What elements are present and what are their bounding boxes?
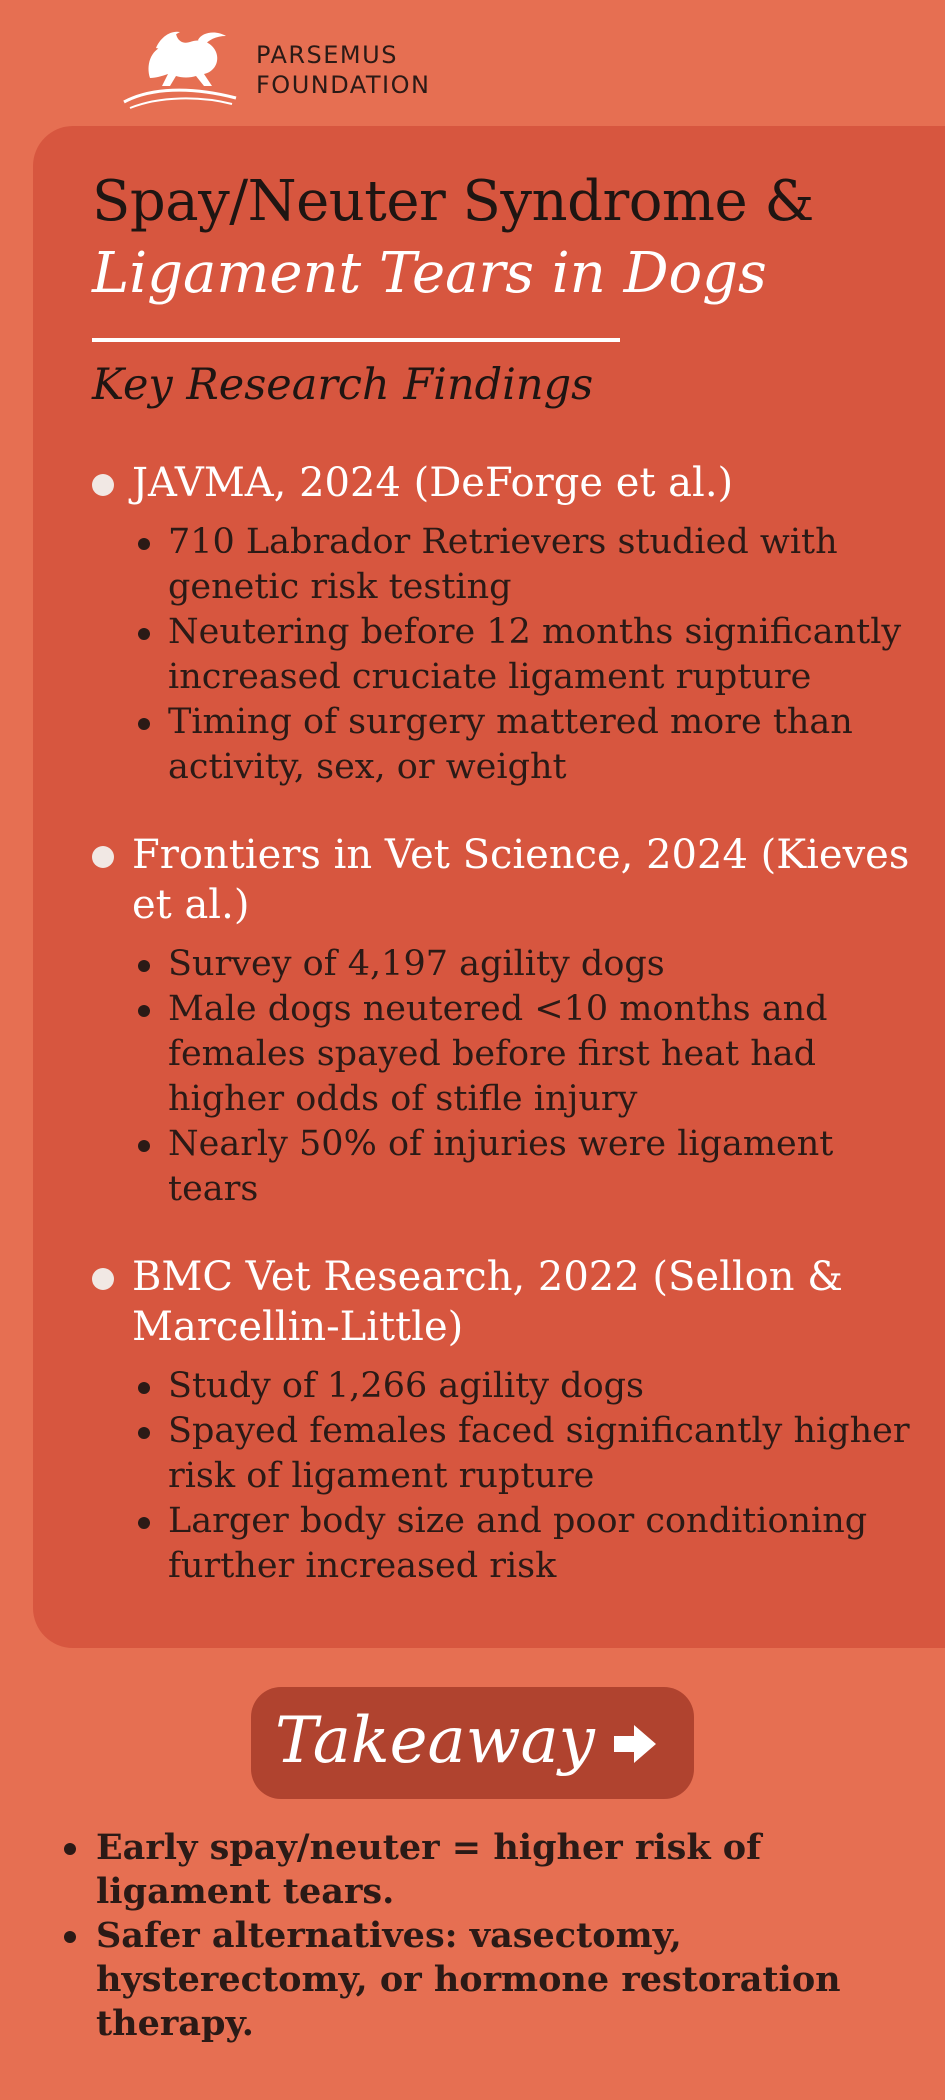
takeaway-summary-list — [62, 1826, 912, 2046]
finding-text: Nearly 50% of injuries were ligament tears — [168, 1124, 834, 1209]
bullet-icon — [138, 1382, 150, 1394]
finding-text: Timing of surgery mattered more than activity, sex, or weight — [168, 702, 853, 787]
finding-item — [134, 700, 912, 790]
section-subtitle: Key Research Findings — [92, 360, 594, 410]
study-heading — [92, 830, 912, 930]
page-title — [92, 166, 912, 310]
bullet-icon — [64, 1931, 76, 1943]
logo-text — [256, 40, 430, 100]
title-line-2: Ligament Tears in Dogs — [92, 241, 767, 306]
finding-item — [134, 1499, 912, 1589]
finding-text: Spayed females faced significantly higher risk of ligament rupture — [168, 1411, 910, 1496]
study-heading-text: JAVMA, 2024 (DeForge et al.) — [132, 460, 734, 506]
finding-item — [134, 610, 912, 700]
summary-text: Early spay/neuter = higher risk of ligament tears. — [96, 1827, 762, 1912]
summary-item — [62, 1914, 912, 2046]
finding-text: 710 Labrador Retrievers studied with genetic risk testing — [168, 522, 838, 607]
title-divider — [92, 338, 620, 342]
study-bullet-icon — [92, 474, 114, 496]
study-findings-list — [92, 1364, 912, 1589]
takeaway-label: Takeaway — [275, 1704, 595, 1778]
title-line-1: Spay/Neuter Syndrome & — [92, 169, 814, 234]
study-heading — [92, 458, 912, 508]
pegasus-icon — [120, 28, 240, 112]
finding-text: Study of 1,266 agility dogs — [168, 1366, 645, 1406]
arrow-right-icon — [612, 1723, 658, 1765]
bullet-icon — [138, 1005, 150, 1017]
finding-item — [134, 1122, 912, 1212]
study-item — [92, 1252, 912, 1589]
finding-text: Larger body size and poor conditioning further increased risk — [168, 1501, 868, 1586]
study-item — [92, 458, 912, 790]
study-findings-list — [92, 942, 912, 1212]
study-item — [92, 830, 912, 1212]
study-heading-text: Frontiers in Vet Science, 2024 (Kieves et al.) — [132, 832, 910, 928]
study-findings-list — [92, 520, 912, 790]
bullet-icon — [138, 538, 150, 550]
summary-item — [62, 1826, 912, 1914]
summary-text: Safer alternatives: vasectomy, hysterectomy, or hormone restoration therapy. — [96, 1915, 841, 2044]
finding-text: Survey of 4,197 agility dogs — [168, 944, 665, 984]
finding-text: Male dogs neutered <10 months and females spayed before first heat had higher odds of stifle injury — [168, 989, 828, 1119]
finding-item — [134, 942, 912, 987]
bullet-icon — [64, 1843, 76, 1855]
study-heading — [92, 1252, 912, 1352]
finding-item — [134, 1409, 912, 1499]
logo-line-2: FOUNDATION — [256, 71, 431, 99]
bullet-icon — [138, 628, 150, 640]
study-bullet-icon — [92, 1268, 114, 1290]
logo-line-1: PARSEMUS — [256, 41, 398, 69]
study-heading-text: BMC Vet Research, 2022 (Sellon & Marcellin-Little) — [132, 1254, 843, 1350]
bullet-icon — [138, 1140, 150, 1152]
bullet-icon — [138, 718, 150, 730]
bullet-icon — [138, 1517, 150, 1529]
finding-item — [134, 1364, 912, 1409]
takeaway-button[interactable] — [251, 1687, 694, 1799]
bullet-icon — [138, 960, 150, 972]
finding-item — [134, 987, 912, 1122]
parsemus-logo — [120, 28, 460, 112]
finding-item — [134, 520, 912, 610]
finding-text: Neutering before 12 months significantly increased cruciate ligament rupture — [168, 612, 902, 697]
bullet-icon — [138, 1427, 150, 1439]
study-bullet-icon — [92, 846, 114, 868]
